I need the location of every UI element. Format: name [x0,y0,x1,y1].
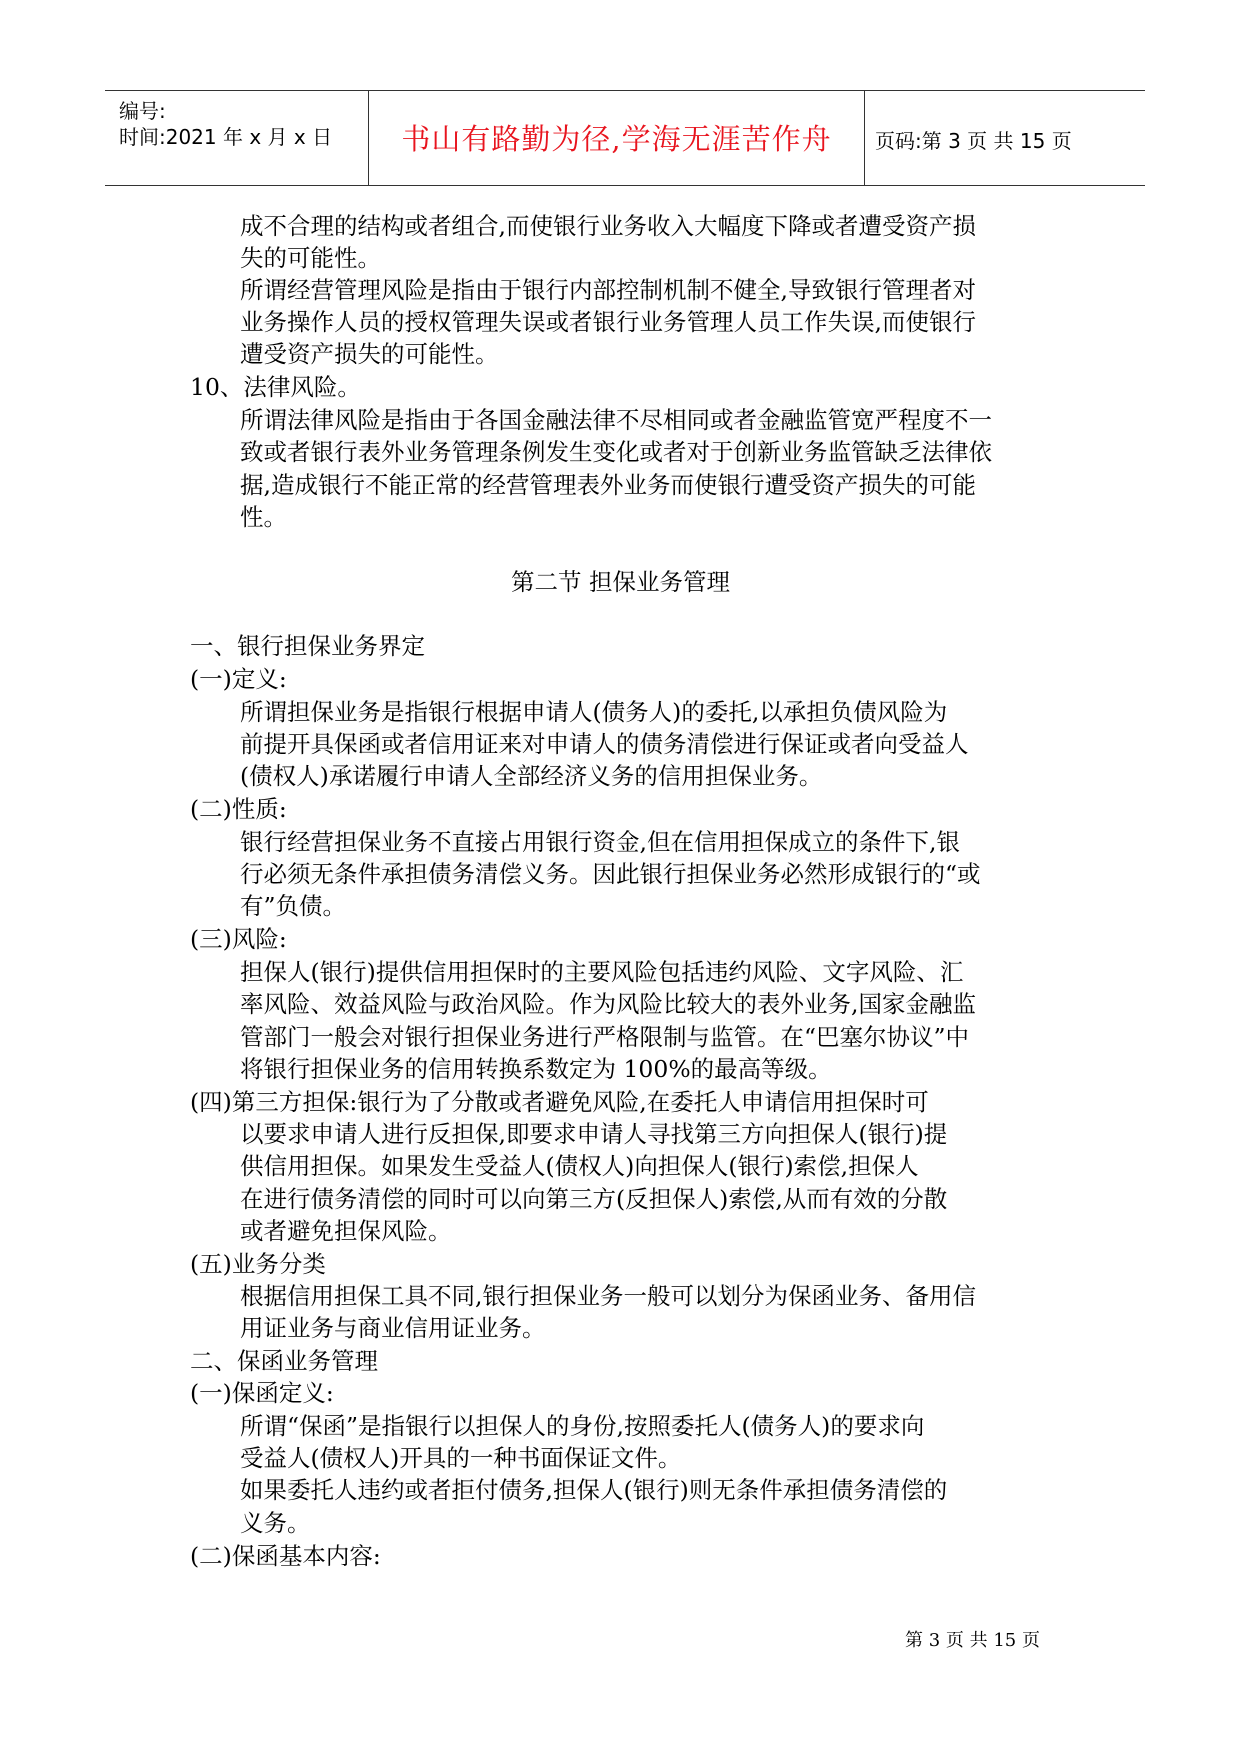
header-middle-cell [369,91,865,185]
paragraph-line: 所谓“保函”是指银行以担保人的身份,按照委托人(债务人)的要求向 [240,1412,925,1440]
item-heading: 10、法律风险。 [190,373,361,401]
header-left-cell [105,91,369,185]
document-number-label: 编号: [119,99,166,123]
paragraph-line: 或者避免担保风险。 [240,1217,452,1245]
paragraph-line: 性。 [240,503,287,531]
header-table [105,90,1145,186]
subsection-heading: (四)第三方担保:银行为了分散或者避免风险,在委托人申请信用担保时可 [190,1088,929,1116]
paragraph-line: 率风险、效益风险与政治风险。作为风险比较大的表外业务,国家金融监 [240,990,976,1018]
paragraph-line: 供信用担保。如果发生受益人(债权人)向担保人(银行)索偿,担保人 [240,1152,919,1180]
section-heading: 二、保函业务管理 [190,1347,378,1375]
subsection-heading: (二)保函基本内容: [190,1542,381,1570]
paragraph-line: 成不合理的结构或者组合,而使银行业务收入大幅度下降或者遭受资产损 [240,212,976,240]
paragraph-line: 根据信用担保工具不同,银行担保业务一般可以划分为保函业务、备用信 [240,1282,976,1310]
paragraph-line: 据,造成银行不能正常的经营管理表外业务而使银行遭受资产损失的可能 [240,471,976,499]
header-page-info: 页码:第 3 页 共 15 页 [875,129,1072,153]
header-right-cell [865,91,1145,185]
section-title: 第二节 担保业务管理 [511,568,730,596]
paragraph-line: 受益人(债权人)开具的一种书面保证文件。 [240,1444,682,1472]
paragraph-line: 担保人(银行)提供信用担保时的主要风险包括违约风险、文字风险、汇 [240,958,964,986]
paragraph-line: (债权人)承诺履行申请人全部经济义务的信用担保业务。 [240,762,823,790]
paragraph-line: 所谓法律风险是指由于各国金融法律不尽相同或者金融监管宽严程度不一 [240,406,992,434]
paragraph-line: 所谓经营管理风险是指由于银行内部控制机制不健全,导致银行管理者对 [240,276,976,304]
paragraph-line: 用证业务与商业信用证业务。 [240,1314,546,1342]
header-motto: 书山有路勤为径,学海无涯苦作舟 [401,122,832,156]
subsection-heading: (二)性质: [190,795,287,823]
paragraph-line: 如果委托人违约或者拒付债务,担保人(银行)则无条件承担债务清偿的 [240,1476,948,1504]
section-heading: 一、银行担保业务界定 [190,632,425,660]
paragraph-line: 失的可能性。 [240,244,381,272]
paragraph-line: 在进行债务清偿的同时可以向第三方(反担保人)索偿,从而有效的分散 [240,1185,948,1213]
subsection-heading: (一)定义: [190,665,287,693]
document-time-label: 时间:2021 年 x 月 x 日 [119,125,333,149]
paragraph-line: 所谓担保业务是指银行根据申请人(债务人)的委托,以承担负债风险为 [240,698,948,726]
page-footer: 第 3 页 共 15 页 [905,1630,1040,1651]
paragraph-line: 致或者银行表外业务管理条例发生变化或者对于创新业务监管缺乏法律依 [240,438,992,466]
paragraph-line: 义务。 [240,1509,311,1537]
paragraph-line: 管部门一般会对银行担保业务进行严格限制与监管。在“巴塞尔协议”中 [240,1023,970,1051]
paragraph-line: 行必须无条件承担债务清偿义务。因此银行担保业务必然形成银行的“或 [240,860,981,888]
paragraph-line: 前提开具保函或者信用证来对申请人的债务清偿进行保证或者向受益人 [240,730,969,758]
paragraph-line: 有”负债。 [240,892,347,920]
paragraph-line: 业务操作人员的授权管理失误或者银行业务管理人员工作失误,而使银行 [240,308,976,336]
subsection-heading: (三)风险: [190,925,287,953]
subsection-heading: (一)保函定义: [190,1379,334,1407]
paragraph-line: 将银行担保业务的信用转换系数定为 100%的最高等级。 [240,1055,832,1083]
paragraph-line: 以要求申请人进行反担保,即要求申请人寻找第三方向担保人(银行)提 [240,1120,948,1148]
paragraph-line: 银行经营担保业务不直接占用银行资金,但在信用担保成立的条件下,银 [240,828,960,856]
paragraph-line: 遭受资产损失的可能性。 [240,340,499,368]
subsection-heading: (五)业务分类 [190,1250,326,1278]
